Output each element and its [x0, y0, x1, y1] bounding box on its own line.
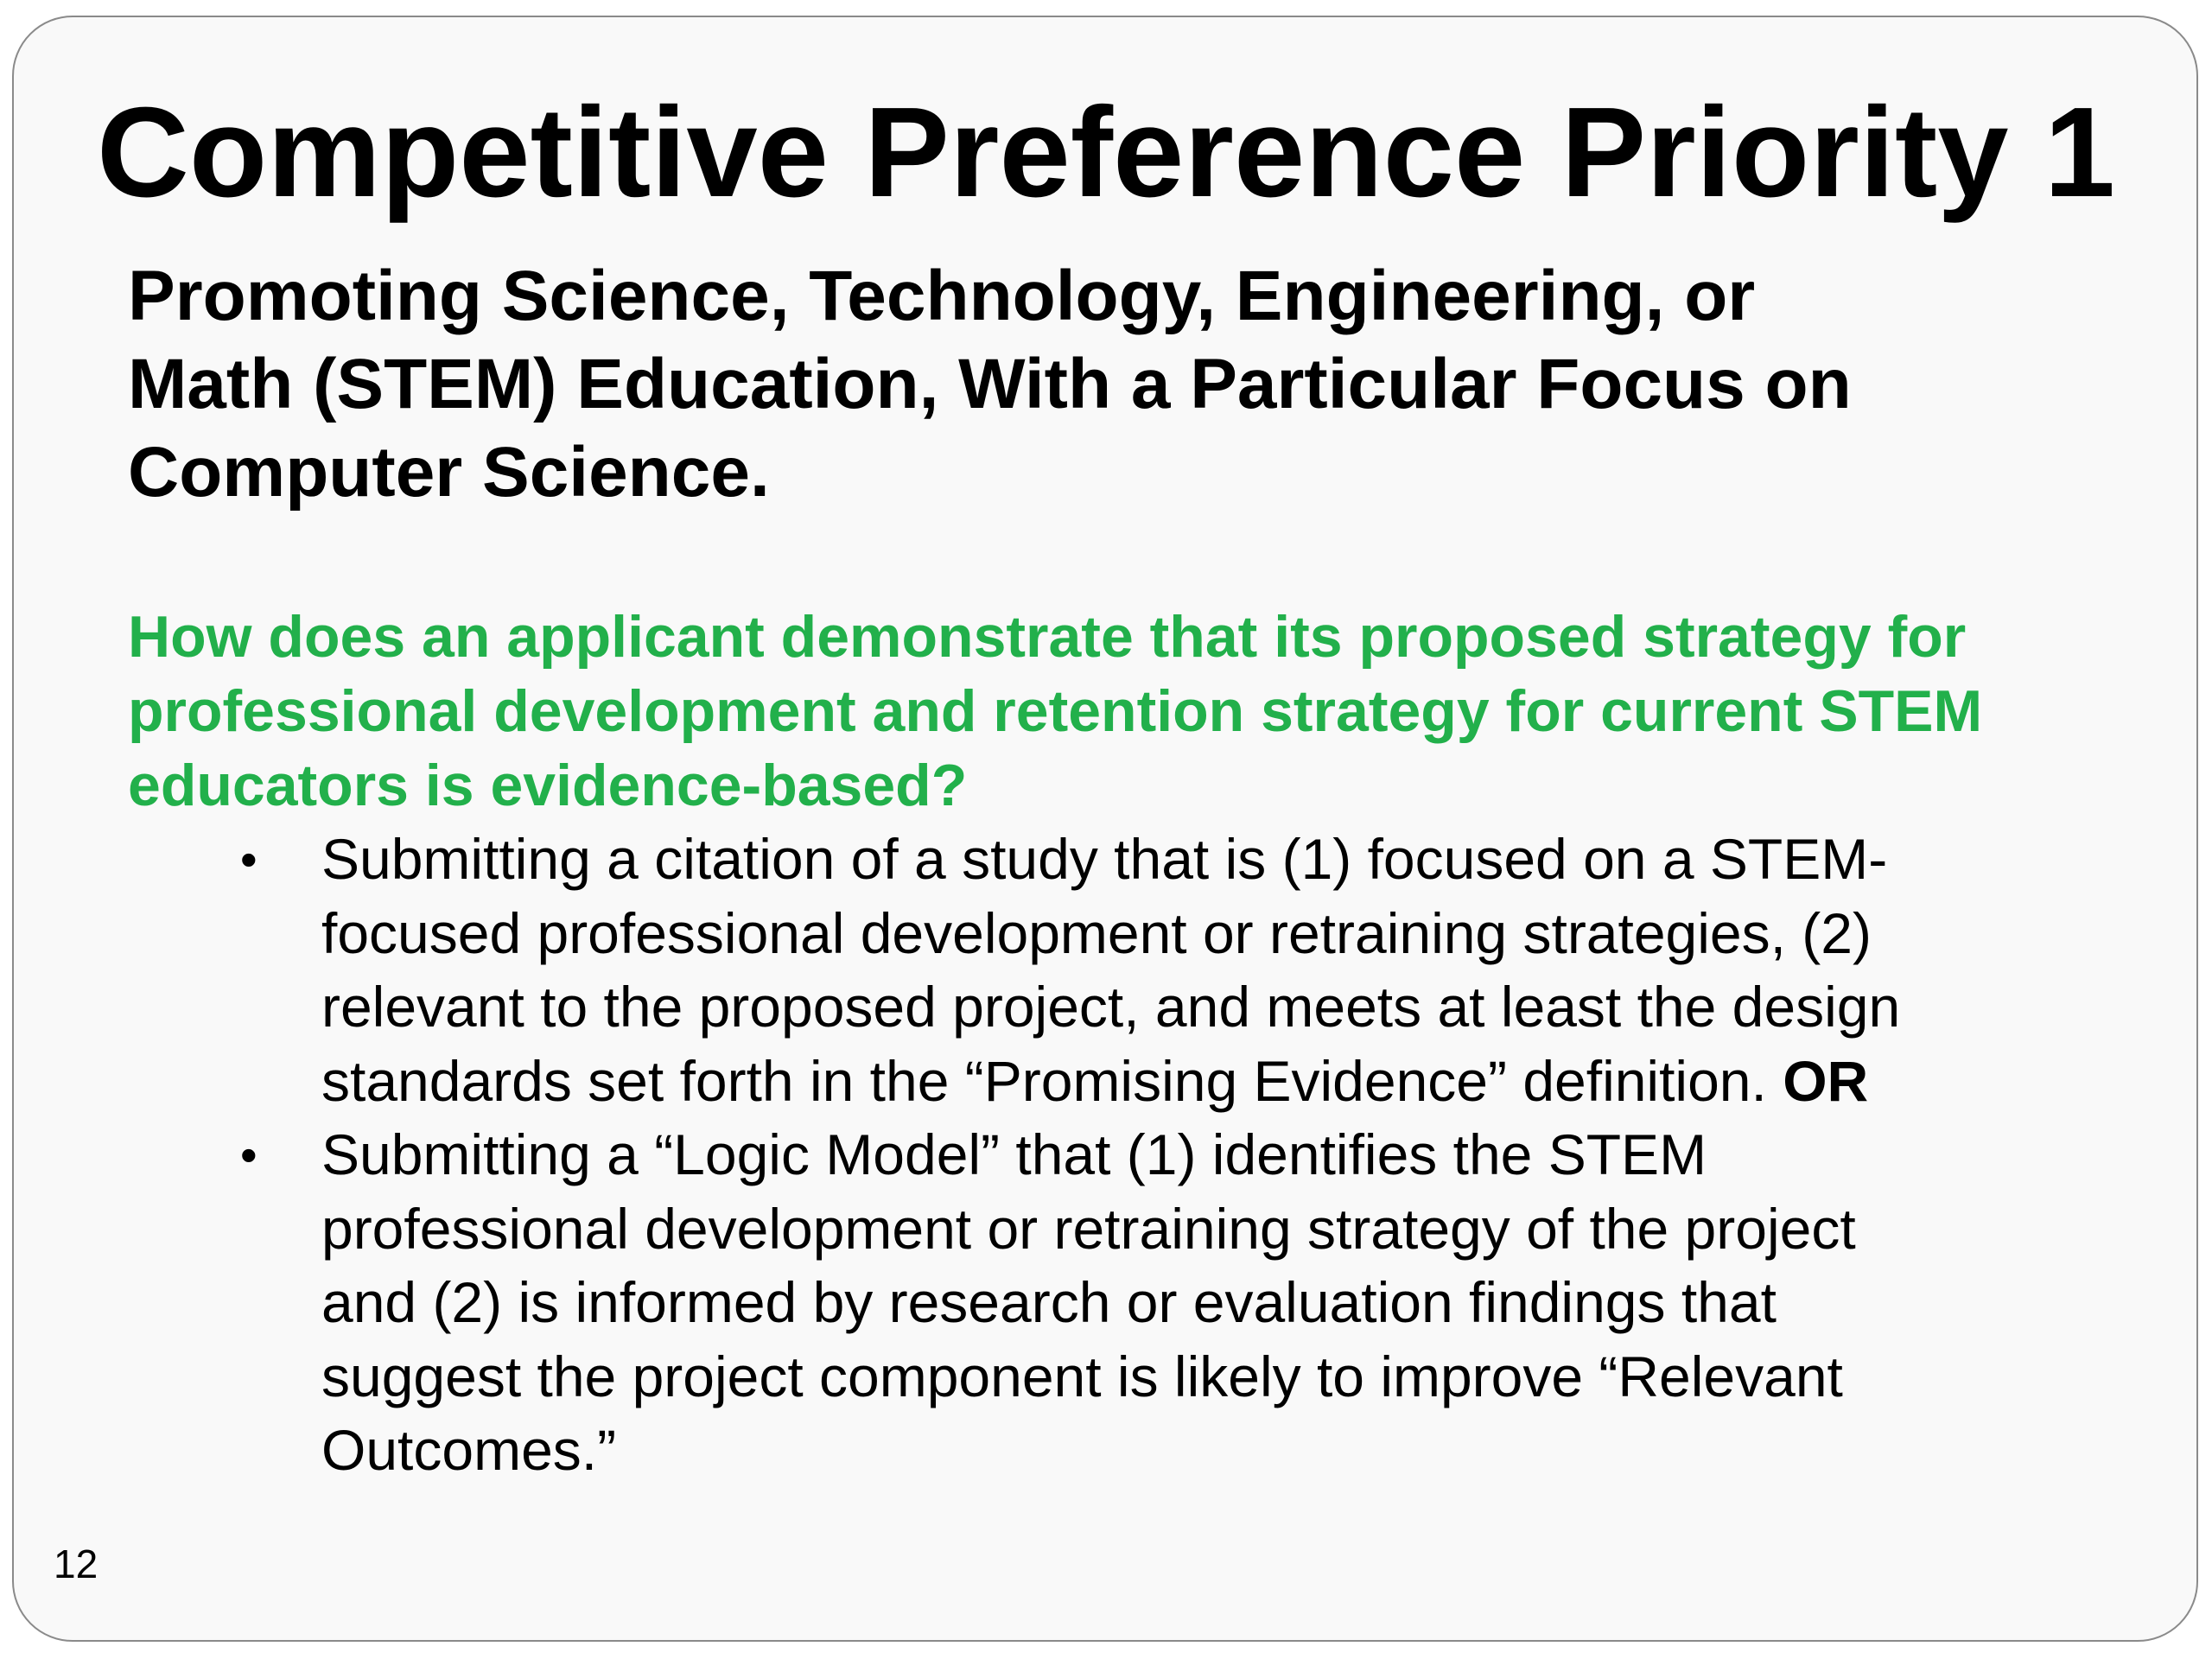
bullet-line: standards set forth in the “Promising Evidence” definition.: [321, 1048, 1767, 1113]
bullet-line: Submitting a “Logic Model” that (1) identifies the STEM: [321, 1122, 1707, 1186]
subtitle-line: Promoting Science, Technology, Engineering, or: [128, 257, 1756, 335]
bullet-marker: •: [240, 1128, 257, 1182]
bullet-line: and (2) is informed by research or evaluation findings that: [321, 1270, 1777, 1334]
subtitle-line: Computer Science.: [128, 433, 770, 512]
bullet-line: relevant to the proposed project, and meets at least the design: [321, 975, 1901, 1039]
bullet-line: Submitting a citation of a study that is (1) focused on a STEM-: [321, 827, 1888, 891]
bullet-line: focused professional development or retraining strategies, (2): [321, 900, 1872, 965]
bullet-list: [240, 823, 2058, 1488]
question-line: professional development and retention strategy for current STEM: [128, 678, 1983, 744]
bullet-item-citation: [240, 823, 2058, 1118]
subtitle-line: Math (STEM) Education, With a Particular Focus on: [128, 345, 1852, 423]
bullet-item-logic-model: [240, 1118, 2058, 1488]
or-emphasis: OR: [1783, 1048, 1869, 1113]
bullet-line: suggest the project component is likely to improve “Relevant: [321, 1344, 1843, 1408]
slide-subtitle: [128, 252, 2115, 517]
bullet-line: professional development or retraining strategy of the project: [321, 1196, 1856, 1261]
bullet-marker: •: [240, 832, 257, 887]
slide-title: Competitive Preference Priority 1: [97, 81, 2115, 224]
bullet-line: Outcomes.”: [321, 1418, 617, 1482]
question-line: educators is evidence-based?: [128, 753, 968, 818]
question-line: How does an applicant demonstrate that its proposed strategy for: [128, 604, 1967, 670]
evidence-question: [128, 600, 2115, 823]
page-number: 12: [54, 1541, 99, 1586]
